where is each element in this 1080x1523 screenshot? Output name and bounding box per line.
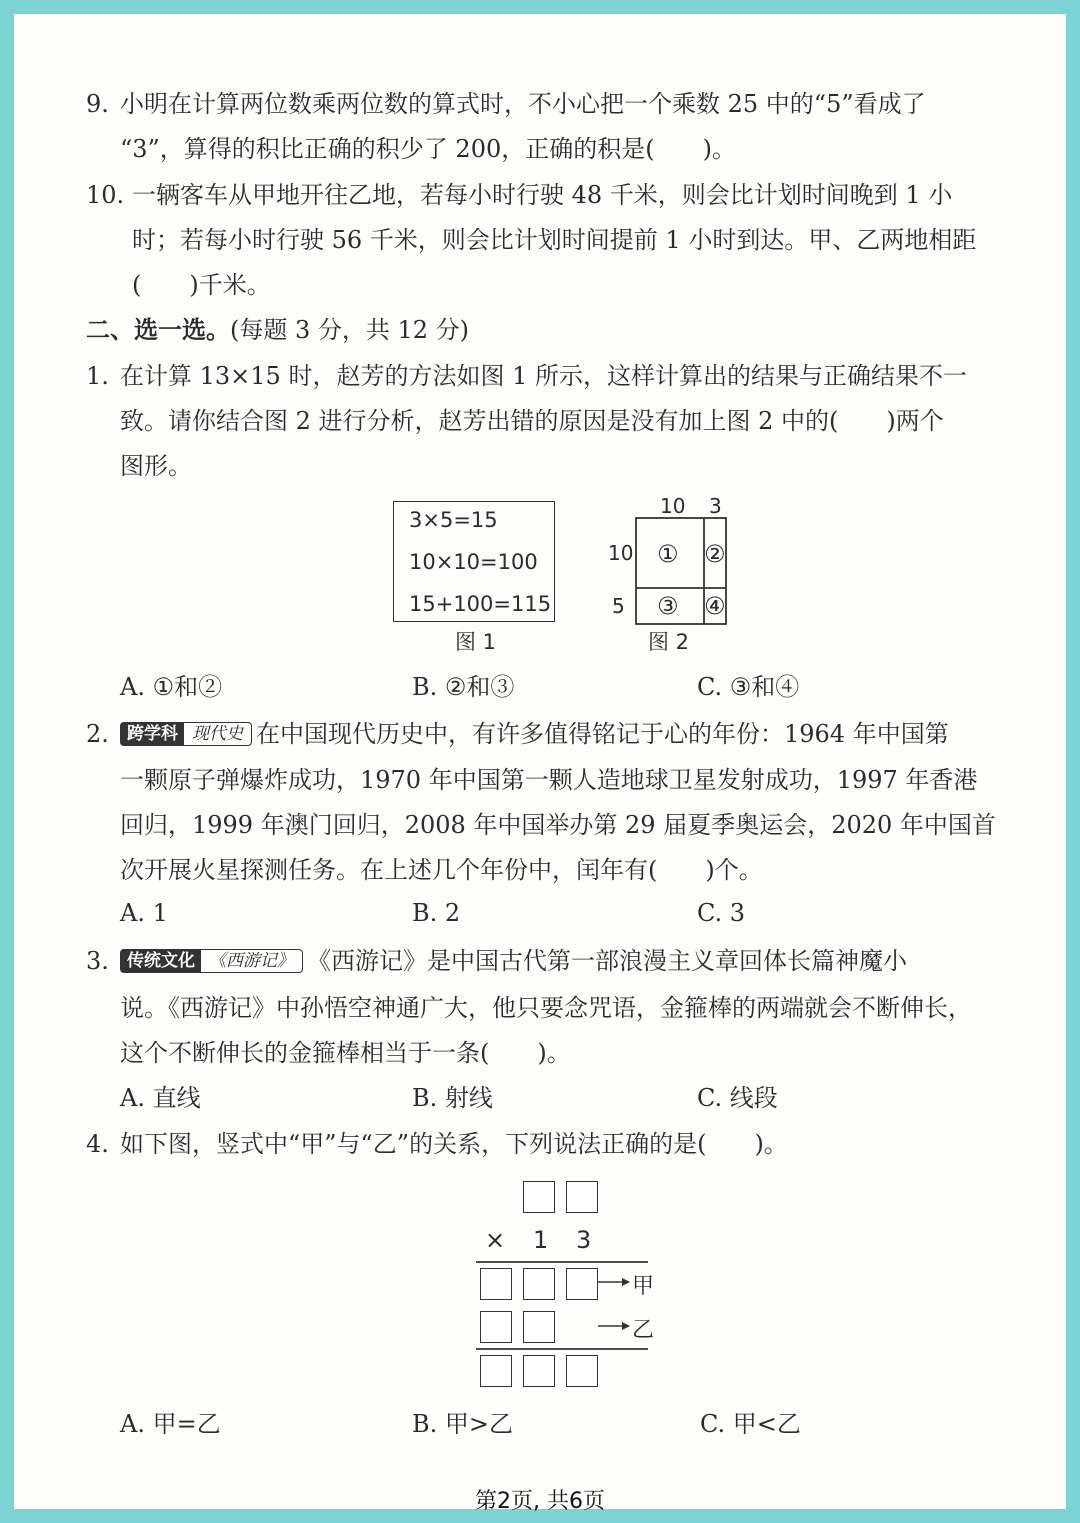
yi-label: 乙	[632, 1318, 655, 1343]
s2-tag	[120, 722, 252, 746]
s4-option-b[interactable]: B. 甲>乙	[412, 1410, 514, 1438]
q10-line2: 时；若每小时行驶 56 千米，则会比计划时间提前 1 小时到达。甲、乙两地相距	[132, 226, 977, 254]
s3-line1: 《西游记》是中国古代第一部浪漫主义章回体长篇神魔小	[307, 947, 907, 975]
fig2-cell-4: ④	[704, 592, 726, 620]
q9-line2: “3”，算得的积比正确的积少了 200，正确的积是( )。	[120, 135, 736, 163]
s3-tag-topic: 《西游记》	[209, 951, 294, 971]
partial-product-2-box-b	[523, 1311, 555, 1343]
top-digit-box-ones	[566, 1181, 598, 1213]
s2-option-c[interactable]: C. 3	[697, 899, 746, 927]
s1-option-a[interactable]: A. ①和②	[120, 673, 223, 701]
s3-tag-subject: 传统文化	[121, 950, 201, 972]
s3-line2: 说。《西游记》中孙悟空神通广大，他只要念咒语，金箍棒的两端就会不断伸长，	[120, 994, 972, 1022]
s2-option-a[interactable]: A. 1	[120, 899, 168, 927]
s2-line2: 一颗原子弹爆炸成功，1970 年中国第一颗人造地球卫星发射成功，1997 年香港	[120, 766, 978, 794]
fig2-cell-2: ②	[704, 540, 726, 568]
top-digit-box-tens	[523, 1181, 555, 1213]
fig1-line1: 3×5=15	[409, 508, 498, 532]
q9-number: 9.	[86, 90, 109, 118]
s1-number: 1.	[86, 362, 109, 390]
s1-line1: 在计算 13×15 时，赵芳的方法如图 1 所示，这样计算出的结果与正确结果不一	[120, 362, 967, 390]
s2-line1-wrap	[120, 719, 949, 749]
page-number: 第2页, 共6页	[475, 1489, 605, 1514]
s1-option-b[interactable]: B. ②和③	[412, 673, 515, 701]
multiplier-digit-1: 1	[533, 1226, 549, 1254]
fig2-top-10: 10	[660, 494, 686, 518]
s3-option-c[interactable]: C. 线段	[697, 1084, 778, 1112]
s2-line1: 在中国现代历史中，有许多值得铭记于心的年份：1964 年中国第	[256, 720, 949, 748]
partial-product-1-box-c	[566, 1268, 598, 1300]
partial-product-1-box-a	[480, 1268, 512, 1300]
s3-line1-wrap	[120, 946, 907, 976]
s1-line2: 致。请你结合图 2 进行分析，赵芳出错的原因是没有加上图 2 中的( )两个	[120, 407, 944, 435]
figure-1-box	[393, 501, 555, 622]
fig1-line3: 15+100=115	[409, 592, 552, 616]
s4-option-c[interactable]: C. 甲<乙	[700, 1410, 801, 1438]
fig2-left-5: 5	[612, 594, 625, 618]
s4-option-a[interactable]: A. 甲=乙	[120, 1410, 221, 1438]
s2-option-b[interactable]: B. 2	[412, 899, 461, 927]
s2-line4: 次开展火星探测任务。在上述几个年份中，闰年有( )个。	[120, 856, 763, 884]
s2-tag-subject: 跨学科	[121, 723, 184, 745]
jia-label: 甲	[632, 1274, 655, 1299]
s3-tag	[120, 949, 303, 973]
section-note: (每题 3 分，共 12 分)	[230, 316, 470, 344]
q10-line1: 一辆客车从甲地开往乙地，若每小时行驶 48 千米，则会比计划时间晚到 1 小	[132, 181, 953, 209]
q9-line1: 小明在计算两位数乘两位数的算式时，不小心把一个乘数 25 中的“5”看成了	[120, 90, 926, 118]
s2-line3: 回归，1999 年澳门回归，2008 年中国举办第 29 届夏季奥运会，2020 年中国首	[120, 811, 996, 839]
s4-number: 4.	[86, 1130, 109, 1158]
s2-tag-topic: 现代史	[192, 724, 243, 744]
result-box-c	[566, 1355, 598, 1387]
s1-option-c[interactable]: C. ③和④	[697, 673, 800, 701]
s3-option-a[interactable]: A. 直线	[120, 1084, 201, 1112]
q10-line3: ( )千米。	[132, 271, 271, 299]
fig1-caption: 图 1	[455, 630, 497, 654]
fig1-line2: 10×10=100	[409, 550, 538, 574]
s1-line3: 图形。	[120, 452, 192, 480]
q10-number: 10.	[86, 181, 125, 209]
s4-line1: 如下图，竖式中“甲”与“乙”的关系，下列说法正确的是( )。	[120, 1130, 788, 1158]
partial-product-2-box-a	[480, 1311, 512, 1343]
result-box-a	[480, 1355, 512, 1387]
fig2-left-10: 10	[608, 541, 634, 565]
partial-product-1-box-b	[523, 1268, 555, 1300]
fig2-caption: 图 2	[648, 630, 690, 654]
s3-number: 3.	[86, 947, 109, 975]
fig2-cell-3: ③	[657, 592, 679, 620]
s3-line3: 这个不断伸长的金箍棒相当于一条( )。	[120, 1039, 571, 1067]
s2-number: 2.	[86, 720, 109, 748]
section-title: 二、选一选。	[86, 315, 230, 344]
result-box-b	[523, 1355, 555, 1387]
s3-option-b[interactable]: B. 射线	[412, 1084, 493, 1112]
multiplier-digit-3: 3	[576, 1226, 592, 1254]
fig2-cell-1: ①	[657, 540, 679, 568]
fig2-top-3: 3	[709, 494, 722, 518]
section-heading	[86, 315, 469, 345]
times-sign: ×	[485, 1226, 506, 1254]
